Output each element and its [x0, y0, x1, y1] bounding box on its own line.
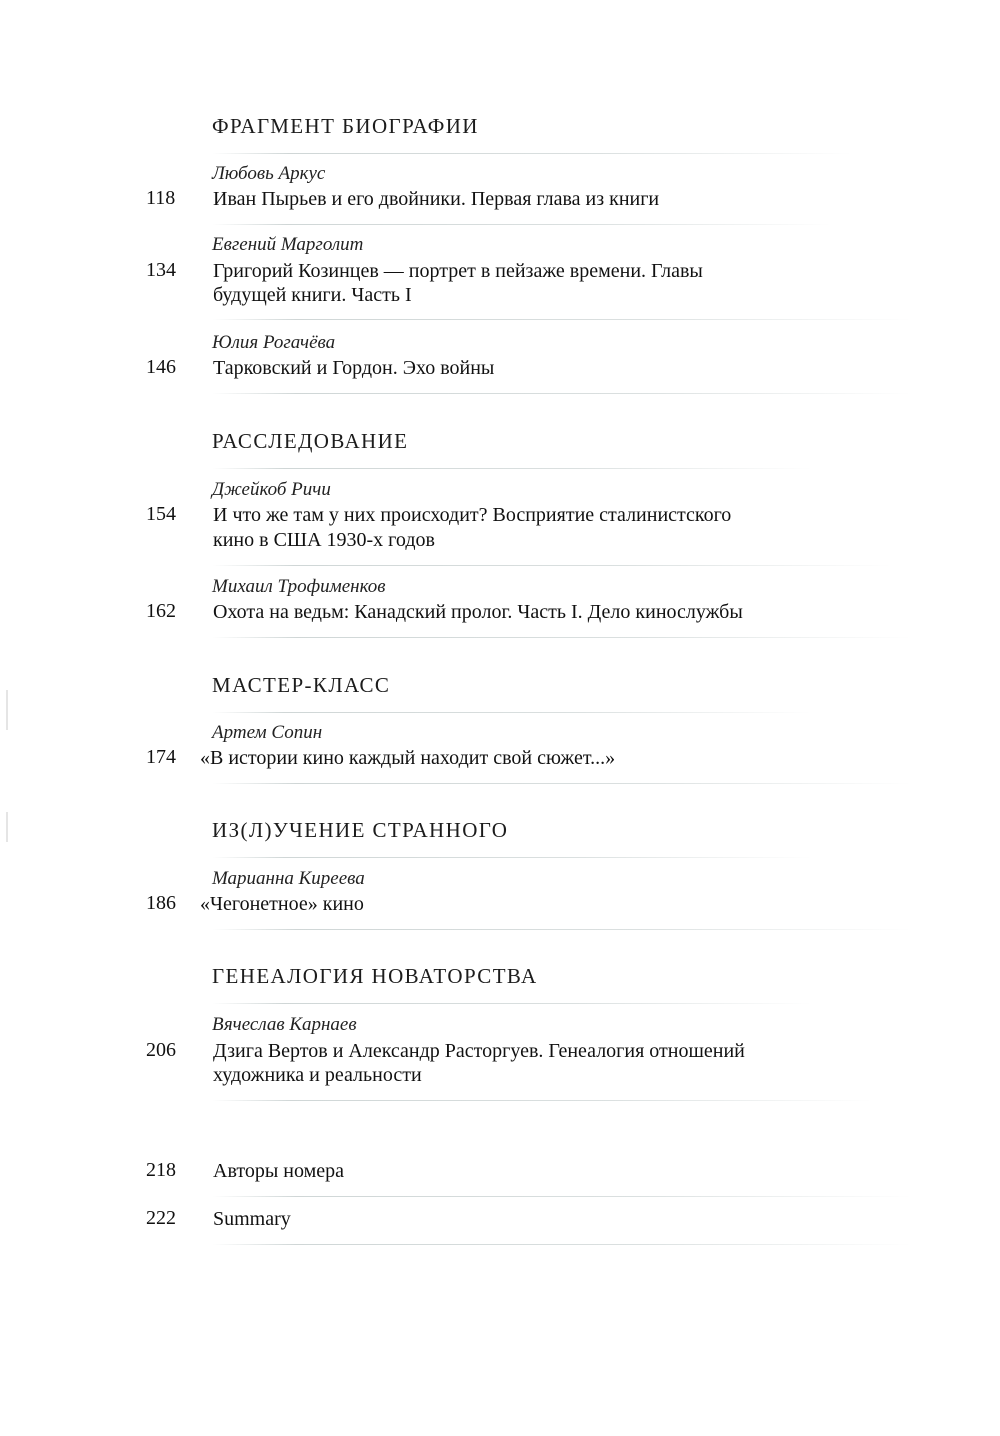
divider [212, 857, 812, 858]
section-heading: РАССЛЕДОВАНИЕ [212, 429, 409, 453]
section-heading: ИЗ(Л)УЧЕНИЕ СТРАННОГО [212, 818, 509, 842]
section-heading: ГЕНЕАЛОГИЯ НОВАТОРСТВА [212, 964, 538, 988]
section-heading: ФРАГМЕНТ БИОГРАФИИ [212, 114, 479, 138]
entry-title-continued[interactable]: художника и реальности [213, 1064, 422, 1086]
entry-page-number[interactable]: 162 [146, 600, 176, 622]
entry-page-number[interactable]: 134 [146, 259, 176, 281]
entry-title[interactable]: «Чегонетное» кино [200, 893, 364, 915]
divider [212, 637, 912, 638]
entry-page-number[interactable]: 146 [146, 356, 176, 378]
extra-title-authors[interactable]: Авторы номера [213, 1160, 345, 1182]
scan-edge-mark [6, 812, 8, 842]
divider [212, 712, 812, 713]
extra-page-number[interactable]: 222 [146, 1207, 176, 1229]
entry-title[interactable]: Дзига Вертов и Александр Расторгуев. Генеалогия отношений [213, 1040, 745, 1062]
entry-title[interactable]: И что же там у них происходит? Восприятие сталинистского [213, 504, 732, 526]
extra-page-number[interactable]: 218 [146, 1159, 176, 1181]
divider [212, 565, 892, 566]
divider [212, 1196, 912, 1197]
divider [212, 153, 852, 154]
entry-title[interactable]: Тарковский и Гордон. Эхо войны [213, 357, 495, 379]
divider [212, 224, 832, 225]
entry-author: Михаил Трофименков [212, 576, 386, 597]
divider [212, 393, 912, 394]
entry-author: Евгений Марголит [212, 234, 364, 255]
divider [212, 783, 912, 784]
entry-title[interactable]: Иван Пырьев и его двойники. Первая глава из книги [213, 188, 660, 210]
scan-edge-mark [6, 690, 8, 730]
entry-title-continued[interactable]: будущей книги. Часть I [213, 284, 412, 306]
divider [212, 1244, 912, 1245]
divider [212, 929, 912, 930]
entry-page-number[interactable]: 174 [146, 746, 176, 768]
entry-author: Любовь Аркус [212, 163, 326, 184]
entry-author: Артем Сопин [212, 722, 323, 743]
divider [212, 1003, 812, 1004]
entry-author: Вячеслав Карнаев [212, 1014, 357, 1035]
entry-title-continued[interactable]: кино в США 1930-х годов [213, 529, 435, 551]
extra-title-summary[interactable]: Summary [213, 1208, 291, 1230]
entry-page-number[interactable]: 118 [146, 187, 176, 209]
entry-author: Юлия Рогачёва [212, 332, 336, 353]
divider [212, 1100, 872, 1101]
divider [212, 468, 812, 469]
section-heading: МАСТЕР-КЛАСС [212, 673, 391, 697]
entry-author: Марианна Киреева [212, 868, 365, 889]
divider [212, 319, 912, 320]
entry-title[interactable]: Григорий Козинцев — портрет в пейзаже времени. Главы [213, 260, 703, 282]
entry-title[interactable]: Охота на ведьм: Канадский пролог. Часть I. Дело кинослужбы [213, 601, 743, 623]
entry-page-number[interactable]: 186 [146, 892, 176, 914]
entry-page-number[interactable]: 154 [146, 503, 176, 525]
entry-title[interactable]: «В истории кино каждый находит свой сюжет...» [200, 747, 616, 769]
entry-author: Джейкоб Ричи [212, 479, 331, 500]
entry-page-number[interactable]: 206 [146, 1039, 176, 1061]
